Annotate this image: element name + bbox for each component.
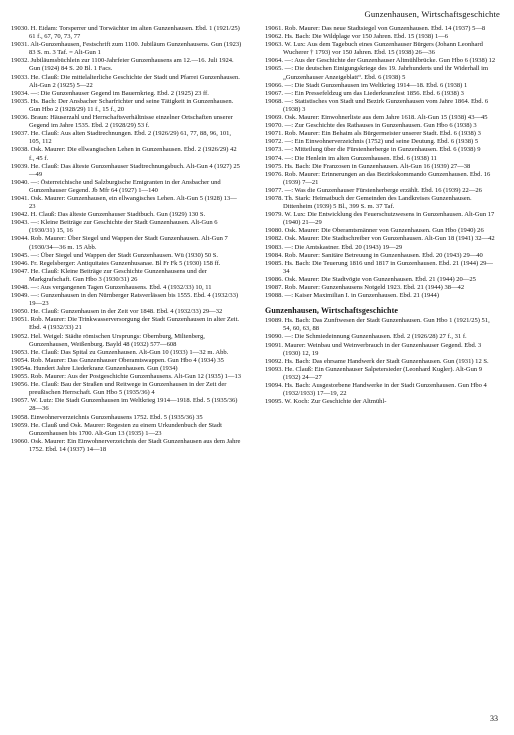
bibliography-entry: 19077. —: Was die Gunzenhauser Fürstenherberge erzählt. Ebd. 16 (1939) 22—26 [265, 186, 482, 194]
bibliography-entry: 19072. —: Ein Einwohnerverzeichnis (1752) und seine Deutung. Ebd. 6 (1938) 5 [265, 138, 479, 146]
bibliography-entry: 19076. Rob. Maurer: Erinnerungen an das Bezirkskommando Gunzenhausen. Ebd. 16 (1939) 7—21 [265, 170, 491, 186]
bibliography-entry: 19043. —: Kleine Beiträge zur Geschichte der Stadt Gunzenhausen. Alt-Gun 6 (1930/31) 15, 16 [11, 219, 218, 235]
bibliography-entry: 19033. He. Clauß: Die mittelalterliche Geschichte der Stadt und Pfarrei Gunzenhausen. Alt-Gun 2 (1925) 5—22 [11, 73, 240, 89]
bibliography-entry: 19086. Osk. Maurer: Die Stadtvögte von Gunzenhausen. Ebd. 21 (1944) 20—25 [265, 275, 476, 283]
bibliography-entry: 19032. Jubiläumsbüchlein zur 1100-Jahrfeier Gunzenhausens am 12.—16. Juli 1924. Gun (1924) 84 S. 20 Bl. 1 Facs. [11, 57, 234, 73]
bibliography-entry: 19052. Hel. Weigel: Städte römischen Ursprungs: Obernburg, Miltenberg, Gunzenhausen, Weißenburg. Bayld 48 (1932) 577—608 [11, 332, 205, 348]
bibliography-entry: 19040. —: Österreichische und Salzburgische Emigranten in der Ansbacher und Gunzenhauser Gegend. Jb Mfr 64 (1927) 1—140 [11, 178, 221, 194]
bibliography-entry: 19046. Fr. Regelsberger: Antiquitates Gunzenhusanae. Bl Fr Fk 5 (1930) 158 ff. [11, 259, 221, 267]
section-heading: Gunzenhausen, Wirtschaftsgeschichte [265, 306, 398, 316]
bibliography-entry: 19051. Rob. Maurer: Die Trinkwasserversorgung der Stadt Gunzenhausen in alter Zeit. Ebd. 4 (1932/33) 21 [11, 316, 240, 332]
bibliography-entry: 19048. —: Aus vergangenen Tagen Gunzenhausens. Ebd. 4 (1932/33) 10, 11 [11, 284, 212, 291]
bibliography-entry: 19090. —: Die Schmiedeinnung Gunzenhausen. Ebd. 2 (1926/28) 27 f., 31 f. [265, 333, 467, 341]
bibliography-entry: 19082. Osk. Maurer: Die Stadtschreiber von Gunzenhausen. Alt-Gun 18 (1941) 32—42 [265, 235, 495, 243]
bibliography-entry: 19034. —: Die Gunzenhauser Gegend im Bauernkrieg. Ebd. 2 (1925) 23 ff. [11, 89, 209, 97]
running-head: Gunzenhausen, Wirtschaftsgeschichte [364, 9, 500, 19]
bibliography-entry: 19061. Rob. Maurer: Das neue Stadtsiegel von Gunzenhausen. Ebd. 14 (1937) 5—8 [265, 25, 486, 32]
bibliography-entry: 19031. Alt-Gunzenhausen, Festschrift zum 1100. Jubiläum Gunzenhausens. Gun (1923) 83 S. m. 3 Taf. = Alt-Gun 1 [11, 41, 242, 57]
bibliography-entry: 19060. Osk. Maurer: Ein Einwohnerverzeichnis der Stadt Gunzenhausen aus dem Jahre 1752. Ebd. 14 (1937) 14—18 [11, 437, 241, 453]
bibliography-entry: 19085. Hs. Bach: Die Teuerung 1816 und 1817 in Gunzenhausen. Ebd. 21 (1944) 29—34 [265, 259, 493, 275]
bibliography-entry: 19092. Hs. Bach: Das ehrsame Handwerk der Stadt Gunzenhausen. Gun (1931) 12 S. [265, 357, 489, 365]
bibliography-entry: 19042. H. Clauß: Das älteste Gunzenhauser Stadtbuch. Gun (1929) 130 S. [11, 211, 206, 219]
section-entries [265, 317, 497, 406]
bibliography-entry: 19053. He. Clauß: Das Spital zu Gunzenhausen. Alt-Gun 10 (1933) 1—32 m. Abb. [11, 348, 229, 356]
bibliography-entry: 19089. Hs. Bach: Das Zunftwesen der Stadt Gunzenhausen. Gun Hbo 1 (1921/25) 51, 54, 60, 63, 88 [265, 317, 490, 333]
bibliography-entry: 19035. Hs. Bach: Der Ansbacher Scharfrichter und seine Tätigkeit in Gunzenhausen. Gun Hbo 2 (1928/29) 11 f., 15 f., 20 [11, 97, 234, 113]
bibliography-entry: 19063. W. Lux: Aus dem Tagebuch eines Gunzenhauser Bürgers (Johann Leonhard Wucherer † 1793) vor 150 Jahren. Ebd. 15 (1938) 26—36 [265, 41, 483, 57]
bibliography-entry: 19075. Hs. Bach: Die Franzosen in Gunzenhausen. Alt-Gun 16 (1939) 27—38 [265, 162, 471, 170]
bibliography-entry: 19070. —: Zur Geschichte des Rathauses in Gunzenhausen. Gun Hbo 6 (1938) 3 [265, 122, 477, 130]
bibliography-entry: 19078. Th. Stark: Heimatbuch der Gemeinden des Landkreises Gunzenhausen. Dittenheim (1939) 5 Bl., 399 S. m. 37 Taf. [265, 194, 472, 211]
bibliography-entry: 19087. Rob. Maurer: Gunzenhausens Notgeld 1923. Ebd. 21 (1944) 38—42 [265, 284, 465, 291]
bibliography-entry: 19079. W. Lux: Die Entwicklung des Feuerschutzwesens in Gunzenhausen. Alt-Gun 17 (1940) 21—29 [265, 211, 495, 227]
bibliography-entry: 19074. —: Die Henlein im alten Gunzenhausen. Ebd. 6 (1938) 11 [265, 154, 437, 162]
bibliography-entry: 19039. He. Clauß: Das älteste Gunzenhauser Stadtrechnungsbuch. Alt-Gun 4 (1927) 25—49 [11, 162, 240, 178]
bibliography-entry: 19095. W. Koch: Zur Geschichte der Altmühl- [265, 398, 387, 406]
bibliography-entry: 19054. Rob. Maurer: Das Gunzenhauser Oberamtswappen. Gun Hbo 4 (1934) 35 [11, 356, 224, 364]
bibliography-entry: 19068. —: Statistisches von Stadt und Bezirk Gunzenhausen vom Jahre 1864. Ebd. 6 (1938) 3 [265, 97, 489, 113]
bibliography-entry: 19058. Einwohnerverzeichnis Gunzenhausens 1752. Ebd. 5 (1935/36) 35 [11, 413, 203, 421]
bibliography-entry: 19047. He. Clauß: Kleine Beiträge zur Geschichte Gunzenhausens und der Markgrafschaft. Gun Hbo 3 (1930/31) 26 [11, 267, 207, 283]
bibliography-entry: 19083. —: Die Amtskastner. Ebd. 20 (1943) 19—29 [265, 243, 403, 251]
bibliography-entry: 19066. —: Die Stadt Gunzenhausen im Weltkrieg 1914—18. Ebd. 6 (1938) 1 [265, 81, 468, 89]
bibliography-entry: 19030. H. Eidam: Torsperrer und Torwächter im alten Gunzenhausen. Ebd. 1 (1921/25) 61 f., 67, 70, 73, 77 [11, 25, 240, 41]
bibliography-entry: 19045. —: Über Siegel und Wappen der Stadt Gunzenhausen. Wü (1930) 50 S. [11, 251, 219, 259]
bibliography-entry: 19044. Rob. Maurer: Über Siegel und Wappen der Stadt Gunzenhausen. Alt-Gun 7 (1930/34—36 m. 15 Abb. [11, 235, 228, 251]
bibliography-entry: 19094. Hs. Bach: Ausgestorbene Handwerke in der Stadt Gunzenhausen. Gun Hbo 4 (1932/1933) 17—19, 22 [265, 382, 487, 398]
bibliography-entry: 19056. He. Clauß: Bau der Straßen und Reitwege in Gunzenhausen in der Zeit der preußischen Herrschaft. Gun Hbo 5 (1935/36) 4 [11, 381, 227, 397]
bibliography-entry: 19071. Rob. Maurer: Ein Behaim als Bürgermeister unserer Stadt. Ebd. 6 (1938) 3 [265, 130, 481, 138]
right-entries [265, 25, 497, 300]
bibliography-entry: 19055. Rob. Maurer: Aus der Postgeschichte Gunzenhausens. Alt-Gun 12 (1935) 1—13 [11, 373, 242, 381]
bibliography-entry: 19037. He. Clauß: Aus alten Stadtrechnungen. Ebd. 2 (1926/29) 61, 77, 88, 96, 101, 105, 112 [11, 130, 232, 146]
bibliography-entry: 19059. He. Clauß und Osk. Maurer: Regesten zu einem Urkundenbuch der Stadt Gunzenhausen bis 1700. Alt-Gun 13 (1935) 1—23 [11, 421, 222, 437]
bibliography-entry: 19093. He. Clauß: Ein Gunzenhauser Salpetersieder (Leonhard Kugler). Alt-Gun 9 (1932) 24—27 [265, 365, 483, 381]
bibliography-entry: 19088. —: Kaiser Maximilian I. in Gunzenhausen. Ebd. 21 (1944) [265, 292, 440, 300]
bibliography-entry: 19054a. Hundert Jahre Liederkranz Gunzenhausen. Gun (1934) [11, 364, 178, 372]
bibliography-entry: 19067. —: Ein Pressefeldzug um das Liederkranzfest 1856. Ebd. 6 (1938) 3 [265, 89, 464, 97]
bibliography-entry: 19041. Osk. Maurer: Gunzenhausen, ein ellwangisches Lehen. Alt-Gun 5 (1928) 13—23 [11, 194, 237, 211]
bibliography-entry: 19073. —: Mitteilung über die Fürstenherberge in Gunzenhausen. Ebd. 6 (1938) 9 [265, 146, 481, 154]
bibliography-entry: 19049. —: Gunzenhausen in den Nürnberger Ratsverlässen bis 1555. Ebd. 4 (1932/33) 19—23 [11, 292, 239, 308]
left-column [11, 25, 243, 454]
bibliography-entry: 19084. Rob. Maurer: Sanitäre Betreuung in Gunzenhausen. Ebd. 20 (1943) 29—40 [265, 251, 483, 259]
right-column [265, 25, 497, 406]
bibliography-entry: 19057. W. Lutz: Die Stadt Gunzenhausen im Weltkrieg 1914—1918. Ebd. 5 (1935/36) 28—36 [11, 397, 238, 413]
bibliography-entry: 19036. Braun: Häuserzahl und Herrschaftsverhältnisse einzelner Ortschaften unserer Gegend im Jahre 1535. Ebd. 2 (1928/29) 53 f. [11, 114, 233, 130]
bibliography-entry: 19069. Osk. Maurer: Einwohnerliste aus dem Jahre 1618. Alt-Gun 15 (1938) 43—45 [265, 114, 488, 122]
bibliography-entry: 19065. —: Die deutschen Einigungskriege des 19. Jahrhunderts und ihr Widerhall im „Gunzenhauser Anzeigeblatt“. Ebd. 6 (1938) 5 [265, 65, 489, 81]
bibliography-entry: 19091. Maurer: Weinbau und Weinverbrauch in der Gunzenhauser Gegend. Ebd. 3 (1930) 12, 19 [265, 341, 482, 357]
bibliography-entry: 19064. —: Aus der Geschichte der Gunzenhauser Altmühlbrücke. Gun Hbo 6 (1938) 12 [265, 57, 496, 65]
bibliography-entry: 19050. He. Clauß: Gunzenhausen in der Zeit vor 1848. Ebd. 4 (1932/33) 29—32 [11, 308, 223, 316]
bibliography-entry: 19062. Hs. Bach: Die Wildplage vor 150 Jahren. Ebd. 15 (1938) 1—6 [265, 33, 449, 41]
bibliography-entry: 19038. Osk. Maurer: Die ellwangischen Lehen in Gunzenhausen. Ebd. 2 (1926/29) 42 f., 45 f. [11, 146, 237, 162]
page-number: 33 [490, 714, 498, 723]
bibliography-entry: 19080. Osk. Maurer: Die Oberamtsmänner von Gunzenhausen. Gun Hbo (1940) 26 [265, 227, 484, 235]
